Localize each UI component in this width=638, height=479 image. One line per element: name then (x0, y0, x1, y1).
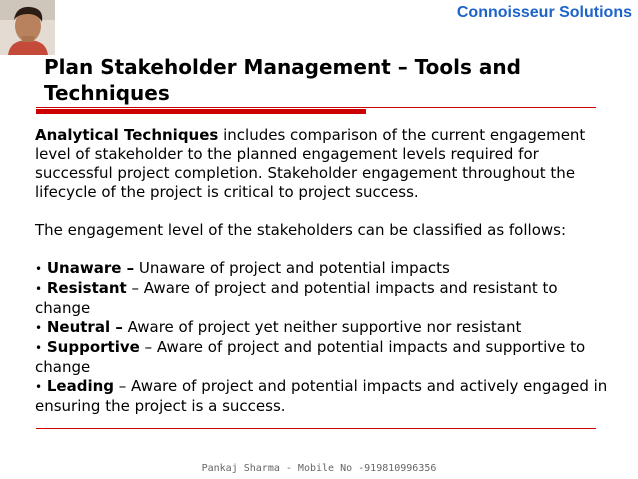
bottom-divider (36, 428, 596, 429)
bullet-item-resistant (35, 279, 610, 318)
intro-text: includes comparison of the current engagement level of stakeholder to the planned engagement levels required for successful project completion. Stakeholder engagement throughout the lifecycle of the project is critical to project success. (35, 126, 586, 201)
author-photo-image (0, 0, 55, 55)
bullet-term: Resistant (46, 279, 127, 297)
bullet-term: Neutral – (46, 318, 123, 336)
title-divider-thin-line (36, 107, 596, 108)
classification-intro: The engagement level of the stakeholders can be classified as follows: (35, 221, 567, 239)
bullet-dot: • (35, 321, 43, 335)
paragraph-spacer (35, 240, 610, 259)
intro-bold-term: Analytical Techniques (35, 126, 219, 144)
bullet-text: Unaware of project and potential impacts (134, 259, 450, 277)
author-photo (0, 0, 55, 55)
bullet-text: Aware of project yet neither supportive nor resistant (122, 318, 522, 336)
bullet-item-leading (35, 377, 610, 416)
slide-title: Plan Stakeholder Management – Tools and Techniques (44, 55, 521, 105)
bullet-term: Supportive (46, 338, 140, 356)
bullet-term: Leading (46, 377, 115, 395)
bullet-text: – Aware of project and potential impacts and supportive to change (35, 338, 586, 376)
bullet-dot: • (35, 380, 43, 394)
bullet-dot: • (35, 282, 43, 296)
paragraph-spacer (35, 202, 610, 221)
bullet-text: – Aware of project and potential impacts and resistant to change (35, 279, 558, 317)
bullet-term: Unaware – (46, 259, 135, 277)
bullet-dot: • (35, 341, 43, 355)
bullet-item-supportive (35, 338, 610, 377)
title-divider (36, 107, 596, 115)
brand-name: Connoisseur Solutions (456, 4, 632, 21)
slide-body (35, 126, 610, 416)
footer-contact: Pankaj Sharma - Mobile No -919810996356 (201, 463, 437, 474)
title-divider-thick-line (36, 109, 366, 114)
bullet-dot: • (35, 262, 43, 276)
bullet-text: – Aware of project and potential impacts and actively engaged in ensuring the project is a success. (35, 377, 608, 415)
bullet-item-neutral (35, 318, 610, 338)
bullet-item-unaware (35, 259, 610, 279)
intro-paragraph (35, 126, 610, 202)
